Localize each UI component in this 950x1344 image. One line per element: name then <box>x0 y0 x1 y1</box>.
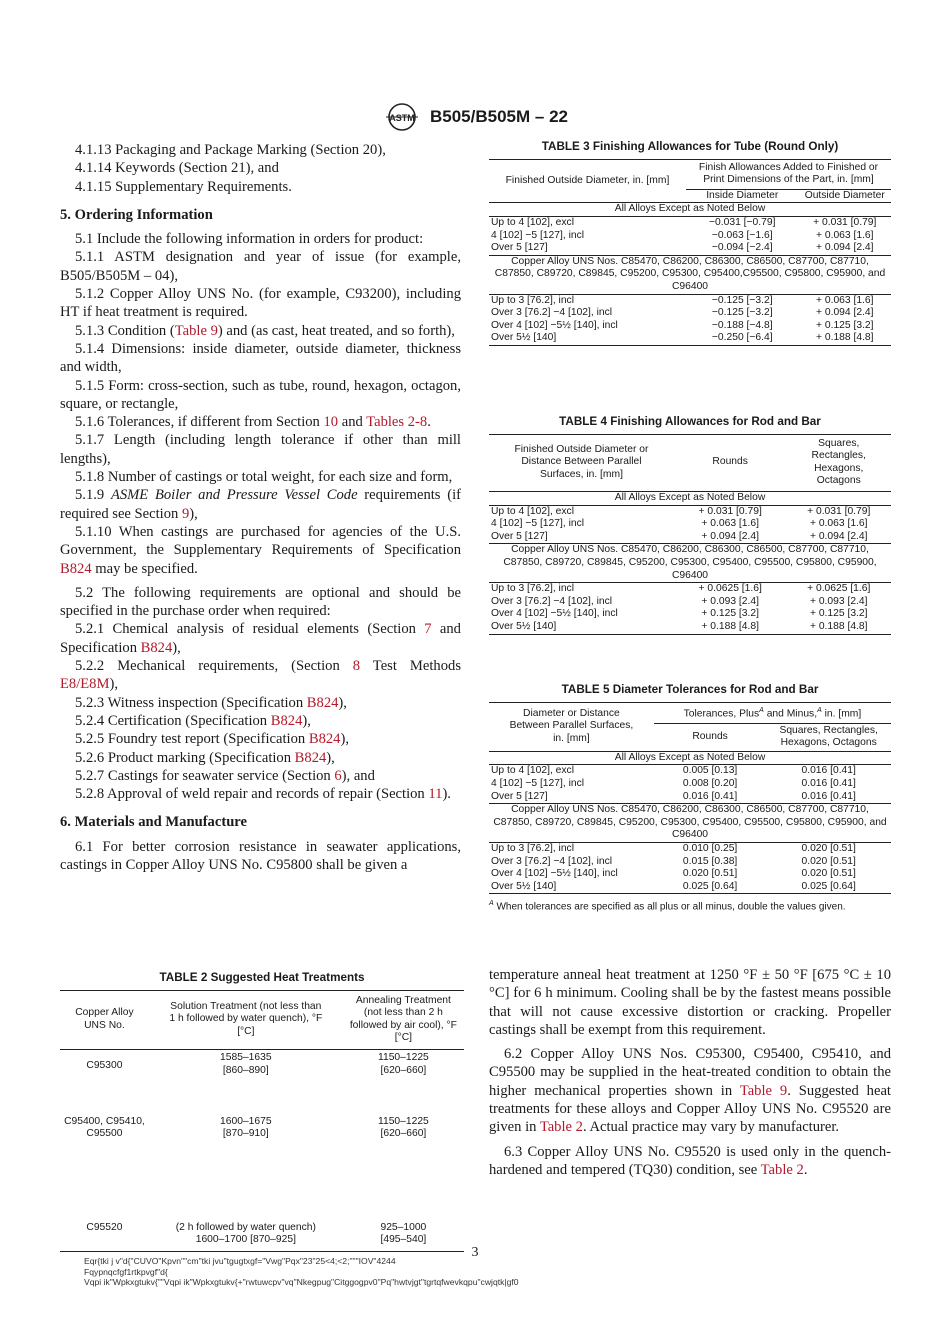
table-4-span-row: All Alloys Except as Noted Below <box>489 491 891 505</box>
table-row: Up to 3 [76.2], incl + 0.0625 [1.6] + 0.0625 [1.6] <box>491 583 871 595</box>
table-5-span-row: All Alloys Except as Noted Below <box>489 751 891 765</box>
license-footer <box>84 1256 519 1288</box>
astm-logo-text: ASTM <box>389 113 415 123</box>
table-3-span-row: Copper Alloy UNS Nos. C85470, C86200, C86300, C86500, C87700, C87710, C87850, C89720, C89845, C95200, C95300, C95400,C95500, C95800, C95900, and C96400 <box>489 255 891 294</box>
para-5-2-1: 5.2.1 Chemical analysis of residual elements (Section 7 and Specification B824), <box>60 621 461 656</box>
table-3-col-header: Finished Outside Diameter, in. [mm] <box>505 174 670 186</box>
table-4-col-header: Rounds <box>712 456 748 468</box>
table-row: Over 4 [102] −5½ [140], incl + 0.125 [3.2] + 0.125 [3.2] <box>491 608 868 620</box>
table-row: Over 5 [127] 0.016 [0.41] 0.016 [0.41] <box>491 790 856 802</box>
link-b824[interactable]: B824 <box>60 560 92 577</box>
link-section-9[interactable]: 9 <box>181 505 190 522</box>
link-b824[interactable]: B824 <box>270 712 303 729</box>
para-5-2-5: 5.2.5 Foundry test report (Specification B824), <box>75 731 349 748</box>
table-4-span-row: Copper Alloy UNS Nos. C85470, C86200, C86300, C86500, C87700, C87710, C87850, C89720, C89845, C95200, C95300, C95400, C95500, C95800, C95900, C96400 <box>489 544 891 583</box>
table-row: Over 5½ [140] 0.025 [0.64] 0.025 [0.64] <box>489 881 891 894</box>
para-5-2-3: 5.2.3 Witness inspection (Specification B824), <box>75 694 347 711</box>
footer-line: Eqr{tki j v"d{"CUVO"Kpvn""cm"tki jvu"tgugtxgf="Vwg"Pqx"23"25<4;<2;"""IOV"4244 <box>84 1256 396 1266</box>
para-5-1-5: 5.1.5 Form: cross-section, such as tube, round, hexagon, octagon, square, or rectangle, <box>60 377 461 412</box>
link-section-8[interactable]: 8 <box>352 658 361 675</box>
link-section-11[interactable]: 11 <box>428 786 443 803</box>
table-row: Over 3 [76.2] −4 [102], incl 0.015 [0.38] 0.020 [0.51] <box>491 855 856 867</box>
table-2-col-header: Copper Alloy UNS No. <box>75 1007 134 1031</box>
table-3-span-row: All Alloys Except as Noted Below <box>489 203 891 217</box>
table-row: 4 [102] −5 [127], incl −0.063 [−1.6] + 0.063 [1.6] <box>491 229 874 241</box>
table-5-span-row: Copper Alloy UNS Nos. C85470, C86200, C86300, C86500, C87700, C87710, C87850, C89720, C89845, C95200, C95300, C95400, C95500, C95800, C95900, and C96400 <box>489 804 891 843</box>
left-column <box>60 141 461 874</box>
table-row: Up to 3 [76.2], incl −0.125 [−3.2] + 0.063 [1.6] <box>491 294 874 306</box>
para-5-1-4: 5.1.4 Dimensions: inside diameter, outside diameter, thickness and width, <box>60 340 461 376</box>
table-5-caption: TABLE 5 Diameter Tolerances for Rod and Bar <box>561 683 819 696</box>
table-5-footnote: $^A$ When tolerances are specified as all plus or all minus, double the values given. <box>489 900 846 913</box>
link-table-9[interactable]: Table 9 <box>739 1082 788 1099</box>
para-6-1-continued: temperature anneal heat treatment at 1250 °F ± 50 °F [675 °C ± 10 °C] for 6 h minimum. Cooling shall be by the fastest means possible that will not cause excessive distortion or cracking. Propeller castings shall be exempt from this requirement. <box>489 967 891 1038</box>
link-table-9[interactable]: Table 9 <box>174 322 218 339</box>
link-e8-e8m[interactable]: E8/E8M <box>60 676 110 693</box>
table-row: Over 5½ [140] + 0.188 [4.8] + 0.188 [4.8] <box>489 621 891 634</box>
page-header <box>0 102 950 132</box>
para-5-1-3: 5.1.3 Condition (Table 9) and (as cast, heat treated, and so forth), <box>75 322 455 339</box>
para-5-1-10: 5.1.10 When castings are purchased for agencies of the U.S. Government, the Supplementary Requirements of Specification B824 may be specified. <box>60 523 461 577</box>
para-5-1-7: 5.1.7 Length (including length tolerance if other than mill lengths), <box>60 432 461 467</box>
table-row: 4 [102] −5 [127], incl 0.008 [0.20] 0.016 [0.41] <box>491 777 856 789</box>
table-row: 4 [102] −5 [127], incl + 0.063 [1.6] + 0.063 [1.6] <box>491 518 868 530</box>
table-row: Over 5½ [140] −0.250 [−6.4] + 0.188 [4.8] <box>489 332 891 345</box>
para-6-1: 6.1 For better corrosion resistance in seawater applications, castings in Copper Alloy UNS No. C95800 shall be given a <box>60 838 461 873</box>
table-4 <box>489 416 891 635</box>
table-4-caption: TABLE 4 Finishing Allowances for Rod and Bar <box>559 415 821 428</box>
section-6-title: 6. Materials and Manufacture <box>60 814 247 831</box>
para-5-1-8: 5.1.8 Number of castings or total weight, for each size and form, <box>75 469 453 486</box>
para-5-1: 5.1 Include the following information in orders for product: <box>75 231 424 248</box>
para-5-1-1: 5.1.1 ASTM designation and year of issue (for example, B505/B505M – 04), <box>60 249 461 284</box>
table-2-col-header: Solution Treatment (not less than 1 h followed by water quench), °F [°C] <box>169 1000 323 1038</box>
document-code: B505/B505M – 22 <box>430 107 568 126</box>
table-5-group-header: Tolerances, Plus$^A$ and Minus,$^A$ in. [mm] <box>654 702 891 723</box>
page-number: 3 <box>471 1245 479 1260</box>
table-3-col-header: Outside Diameter <box>804 189 885 201</box>
item-4-1-14: 4.1.14 Keywords (Section 21), and <box>75 160 279 177</box>
item-4-1-15: 4.1.15 Supplementary Requirements. <box>75 178 292 195</box>
table-row: C95400, C95410, C95500 1600–1675 [870–910] 1150–1225 [620–660] <box>64 1115 429 1140</box>
table-row: Over 3 [76.2] −4 [102], incl −0.125 [−3.2] + 0.094 [2.4] <box>491 307 874 319</box>
table-row: Over 4 [102] −5½ [140], incl −0.188 [−4.8] + 0.125 [3.2] <box>491 319 874 331</box>
para-5-1-2: 5.1.2 Copper Alloy UNS No. (for example, C93200), including HT if heat treatment is required. <box>60 286 461 321</box>
table-row: Over 4 [102] −5½ [140], incl 0.020 [0.51] 0.020 [0.51] <box>491 868 856 880</box>
table-5-col-header: Diameter or Distance Between Parallel Surfaces, in. [mm] <box>509 707 634 744</box>
para-5-2-6: 5.2.6 Product marking (Specification B824), <box>75 749 335 766</box>
table-row: Over 5 [127] −0.094 [−2.4] + 0.094 [2.4] <box>491 242 874 254</box>
para-5-2-8: 5.2.8 Approval of weld repair and records of repair (Section 11). <box>75 786 451 803</box>
footer-line: Fqypnqcfgf1rtkpvgf"d{ <box>84 1266 168 1277</box>
para-5-1-9: 5.1.9 ASME Boiler and Pressure Vessel Code requirements (if required see Section 9), <box>60 487 461 522</box>
table-3 <box>489 141 891 346</box>
para-5-1-6: 5.1.6 Tolerances, if different from Section 10 and Tables 2-8. <box>75 414 431 431</box>
table-2-col-header: Annealing Treatment (not less than 2 h followed by air cool), °F [°C] <box>349 994 457 1044</box>
para-5-2-2: 5.2.2 Mechanical requirements, (Section 8 Test Methods E8/E8M), <box>60 658 462 693</box>
table-row: Over 3 [76.2] −4 [102], incl + 0.093 [2.4] + 0.093 [2.4] <box>491 595 868 607</box>
link-tables-2-8[interactable]: Tables 2-8 <box>366 414 428 431</box>
table-row: Up to 4 [102], excl 0.005 [0.13] 0.016 [0.41] <box>491 765 856 777</box>
table-4-col-header: Squares, Rectangles, Hexagons, Octagons <box>811 437 866 487</box>
para-5-2: 5.2 The following requirements are optional and should be specified in the purchase order when required: <box>60 584 461 620</box>
table-row: Up to 4 [102], excl + 0.031 [0.79] + 0.031 [0.79] <box>491 505 871 517</box>
table-3-group-header: Finish Allowances Added to Finished or Print Dimensions of the Part, in. [mm] <box>686 159 891 189</box>
table-row: Up to 4 [102], excl −0.031 [−0.79] + 0.031 [0.79] <box>491 216 877 228</box>
table-3-col-header: Inside Diameter <box>706 189 779 201</box>
table-5 <box>489 684 891 914</box>
right-lower-column <box>489 966 891 1179</box>
table-5-col-header: Squares, Rectangles, Hexagons, Octagons <box>779 724 878 749</box>
link-section-6[interactable]: 6 <box>334 767 342 784</box>
section-5-title: 5. Ordering Information <box>60 206 213 223</box>
table-3-caption: TABLE 3 Finishing Allowances for Tube (Round Only) <box>541 140 839 153</box>
link-section-10[interactable]: 10 <box>323 414 339 431</box>
table-2-caption: TABLE 2 Suggested Heat Treatments <box>159 971 365 984</box>
table-row: C95300 1585–1635 [860–890] 1150–1225 [620–660] <box>86 1051 429 1076</box>
link-b824[interactable]: B824 <box>140 639 173 656</box>
para-5-2-7: 5.2.7 Castings for seawater service (Section 6), and <box>75 767 375 784</box>
item-4-1-13: 4.1.13 Packaging and Package Marking (Section 20), <box>75 142 386 158</box>
link-b824[interactable]: B824 <box>306 694 339 711</box>
table-5-col-header: Rounds <box>692 730 728 742</box>
table-row: Up to 3 [76.2], incl 0.010 [0.25] 0.020 [0.51] <box>491 842 856 854</box>
link-table-2[interactable]: Table 2 <box>539 1119 583 1136</box>
para-5-2-4: 5.2.4 Certification (Specification B824), <box>75 712 311 729</box>
para-6-3: 6.3 Copper Alloy UNS No. C95520 is used only in the quench-hardened and tempered (TQ30) condition, see Table 2. <box>489 1143 891 1178</box>
table-4-col-header: Finished Outside Diameter or Distance Between Parallel Surfaces, in. [mm] <box>514 443 649 481</box>
para-6-2: 6.2 Copper Alloy UNS Nos. C95300, C95400, C95410, and C95500 may be supplied in the heat-treated condition to obtain the higher mechanical properties shown in Table 9. Suggested heat treatments for these alloys and Copper Alloy UNS No. C95520 are given in Table 2. Actual practice may vary by manufacturer. <box>489 1046 891 1136</box>
table-row: C95520 (2 h followed by water quench) 1600–1700 [870–925] 925–1000 [495–540] <box>60 1173 464 1251</box>
astm-logo-icon <box>382 102 422 132</box>
footer-line: Vqpi ik"Wpkxgtukv{""Vqpi ik"Wpkxgtukv{+"rwtuwcpv"vq"Nkegpug"Citggogpv0"Pq"hwtvjgt"tgrtqfwevkqpu"cwjqtk|gf0 <box>84 1277 519 1287</box>
link-table-2[interactable]: Table 2 <box>760 1161 804 1178</box>
table-2 <box>60 972 464 1252</box>
link-b824[interactable]: B824 <box>308 731 341 748</box>
link-section-7[interactable]: 7 <box>424 621 432 638</box>
table-row: Over 5 [127] + 0.094 [2.4] + 0.094 [2.4] <box>491 530 868 542</box>
link-b824[interactable]: B824 <box>294 749 327 766</box>
